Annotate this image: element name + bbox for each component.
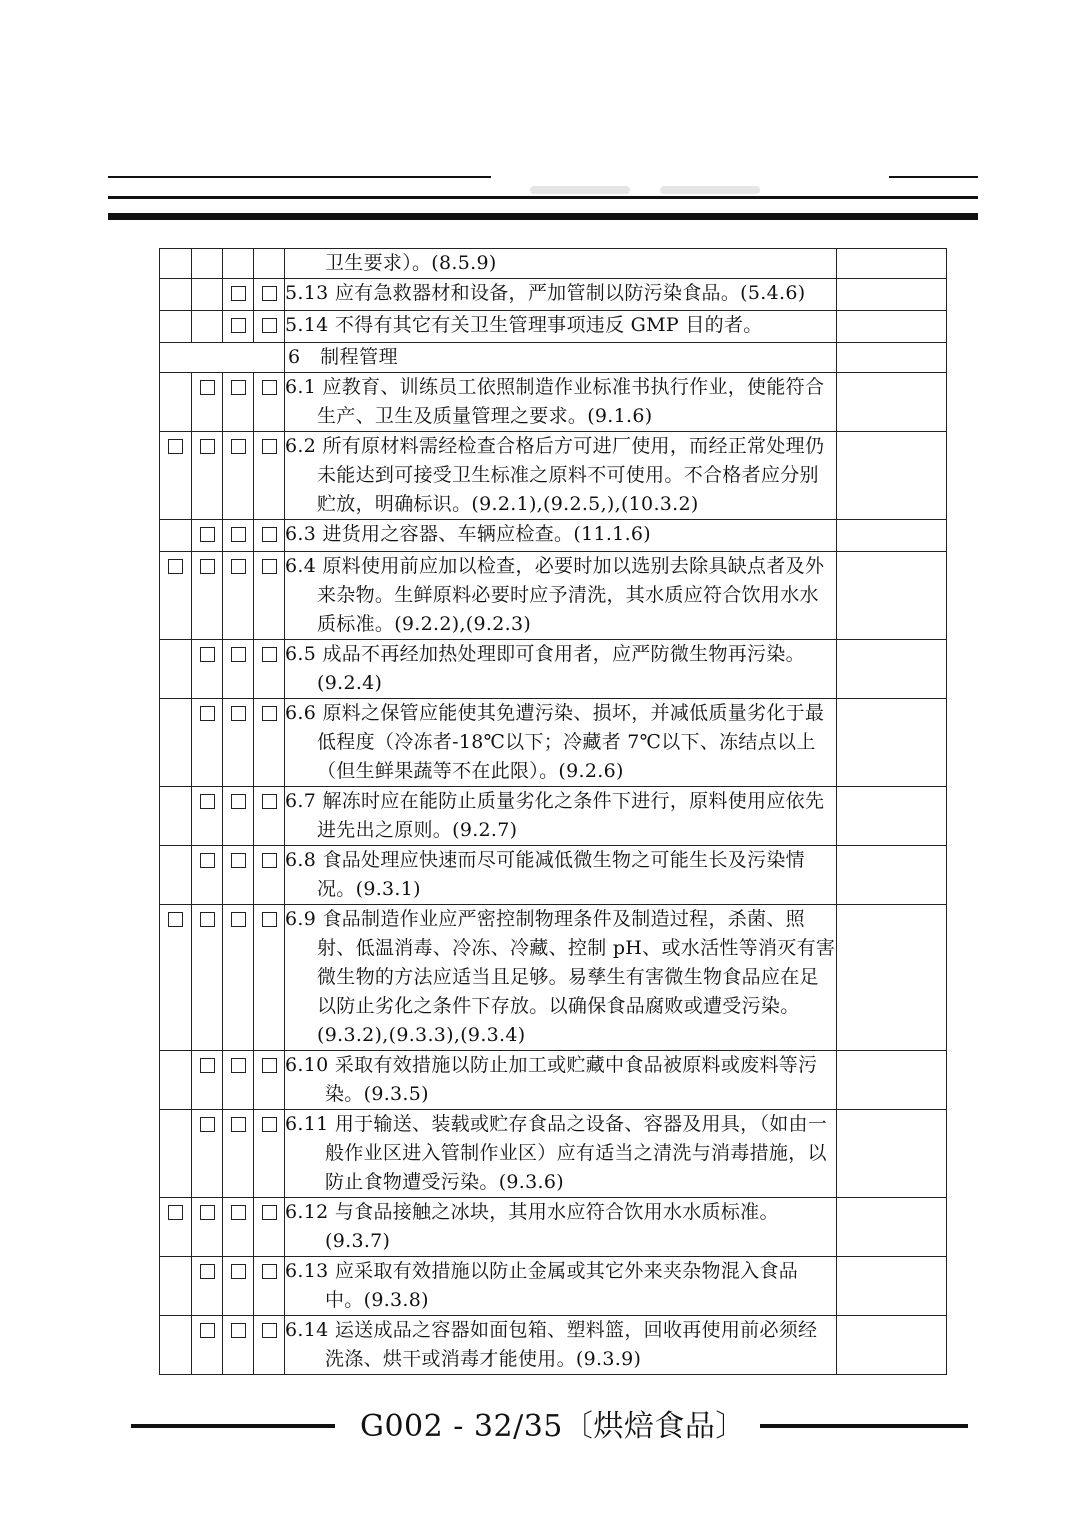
check-cell	[223, 552, 254, 640]
item-text-cell	[285, 279, 837, 311]
item-text: 6.2 所有原材料需经检查合格后方可进厂使用，而经正常处理仍未能达到可接受卫生标准之原料不可使用。不合格者应分别贮放，明确标识。(9.2.1),(9.2.5,),(10.3.2)	[285, 435, 825, 515]
header-scan-smudge	[530, 186, 630, 194]
checkbox[interactable]	[262, 706, 277, 721]
check-cell	[223, 905, 254, 1051]
remarks-cell	[837, 1051, 947, 1110]
item-text-cell	[285, 1051, 837, 1110]
checkbox[interactable]	[231, 706, 246, 721]
remarks-cell	[837, 846, 947, 905]
check-cell	[192, 1316, 223, 1375]
checkbox[interactable]	[200, 853, 215, 868]
checkbox[interactable]	[231, 1058, 246, 1073]
check-cell	[160, 311, 192, 343]
item-text: 6.8 食品处理应快速而尽可能减低微生物之可能生长及污染情况。(9.3.1)	[285, 849, 805, 900]
check-cell	[192, 373, 223, 432]
checkbox[interactable]	[231, 286, 246, 301]
check-cell	[223, 1257, 254, 1316]
item-text: 6.11 用于输送、装载或贮存食品之设备、容器及用具，（如由一般作业区进入管制作业区）应有适当之清洗与消毒措施，以防止食物遭受污染。(9.3.6)	[285, 1113, 828, 1193]
footer-rule-left	[131, 1424, 335, 1428]
checkbox[interactable]	[262, 439, 277, 454]
item-text-cell	[285, 432, 837, 520]
check-cell	[192, 311, 223, 343]
header-rule-top-right	[889, 176, 978, 178]
check-cell	[254, 699, 285, 787]
checkbox[interactable]	[231, 1323, 246, 1338]
checklist-row	[160, 640, 947, 699]
checkbox[interactable]	[231, 1205, 246, 1220]
checklist-row	[160, 432, 947, 520]
check-cell	[192, 1110, 223, 1198]
checkbox[interactable]	[231, 853, 246, 868]
remarks-cell	[837, 343, 947, 373]
checkbox[interactable]	[262, 380, 277, 395]
check-cell	[223, 279, 254, 311]
item-text: 5.13 应有急救器材和设备，严加管制以防污染食品。(5.4.6)	[285, 282, 806, 304]
checkbox[interactable]	[200, 794, 215, 809]
check-cell	[160, 846, 192, 905]
check-cell	[192, 249, 223, 279]
header-rule-thin	[108, 196, 978, 199]
checkbox[interactable]	[262, 527, 277, 542]
checkbox[interactable]	[231, 1117, 246, 1132]
section-title: 6 制程管理	[288, 346, 399, 368]
check-cell	[223, 787, 254, 846]
checkbox[interactable]	[200, 1117, 215, 1132]
checkbox[interactable]	[262, 912, 277, 927]
checkbox[interactable]	[200, 1205, 215, 1220]
check-cell	[254, 640, 285, 699]
checkbox[interactable]	[200, 647, 215, 662]
check-cell	[254, 311, 285, 343]
item-text: 6.4 原料使用前应加以检查，必要时加以选别去除具缺点者及外来杂物。生鲜原料必要时应予清洗，其水质应符合饮用水水质标准。(9.2.2),(9.2.3)	[285, 555, 825, 635]
item-text-cell	[285, 552, 837, 640]
checklist-row	[160, 249, 947, 279]
check-cell	[254, 1110, 285, 1198]
remarks-cell	[837, 640, 947, 699]
checkbox[interactable]	[231, 912, 246, 927]
item-text-cell	[285, 343, 837, 373]
item-text-cell	[285, 373, 837, 432]
item-text: 6.13 应采取有效措施以防止金属或其它外来夹杂物混入食品中。(9.3.8)	[285, 1260, 799, 1311]
check-cell	[160, 249, 192, 279]
remarks-cell	[837, 249, 947, 279]
checkbox[interactable]	[200, 439, 215, 454]
item-text-cell	[285, 1110, 837, 1198]
check-cell	[192, 640, 223, 699]
check-cell	[223, 846, 254, 905]
remarks-cell	[837, 905, 947, 1051]
header-rule-top-left	[108, 176, 491, 178]
item-text-cell	[285, 1257, 837, 1316]
checkbox[interactable]	[231, 794, 246, 809]
check-cell	[254, 905, 285, 1051]
checklist-row	[160, 279, 947, 311]
check-cell	[192, 279, 223, 311]
check-cell	[223, 1051, 254, 1110]
check-cell	[160, 1051, 192, 1110]
item-text: 6.12 与食品接触之冰块，其用水应符合饮用水水质标准。(9.3.7)	[285, 1201, 779, 1252]
check-cell	[192, 1051, 223, 1110]
check-cell	[160, 432, 192, 520]
footer-rule-right	[760, 1424, 968, 1428]
remarks-cell	[837, 311, 947, 343]
item-text: 6.14 运送成品之容器如面包箱、塑料篮，回收再使用前必须经洗涤、烘干或消毒才能使用。(9.3.9)	[285, 1319, 818, 1370]
check-cell	[160, 1257, 192, 1316]
check-cell	[223, 249, 254, 279]
checklist-table	[159, 248, 947, 1375]
checkbox[interactable]	[168, 439, 183, 454]
checkbox[interactable]	[168, 912, 183, 927]
checkbox[interactable]	[200, 380, 215, 395]
check-cell	[160, 552, 192, 640]
remarks-cell	[837, 699, 947, 787]
item-text-cell	[285, 699, 837, 787]
remarks-cell	[837, 1316, 947, 1375]
checkbox[interactable]	[231, 1264, 246, 1279]
check-cell	[223, 432, 254, 520]
check-cell	[160, 699, 192, 787]
item-text-cell	[285, 640, 837, 699]
checkbox[interactable]	[200, 1323, 215, 1338]
check-cell	[160, 787, 192, 846]
checkbox[interactable]	[262, 1205, 277, 1220]
check-cell	[223, 520, 254, 552]
remarks-cell	[837, 279, 947, 311]
checkbox[interactable]	[231, 559, 246, 574]
check-cell	[192, 846, 223, 905]
check-cell	[160, 279, 192, 311]
checkbox[interactable]	[262, 647, 277, 662]
checkbox[interactable]	[262, 1323, 277, 1338]
item-text-cell	[285, 249, 837, 279]
item-text-cell	[285, 787, 837, 846]
checklist-row	[160, 1051, 947, 1110]
checkbox[interactable]	[231, 439, 246, 454]
check-cell	[160, 520, 192, 552]
checkbox[interactable]	[262, 1264, 277, 1279]
checklist-row	[160, 311, 947, 343]
checklist-row	[160, 1110, 947, 1198]
item-text-cell	[285, 1316, 837, 1375]
remarks-cell	[837, 1257, 947, 1316]
item-text: 6.5 成品不再经加热处理即可食用者，应严防微生物再污染。(9.2.4)	[285, 643, 805, 694]
checkbox[interactable]	[231, 318, 246, 333]
check-cell	[254, 432, 285, 520]
checklist-row	[160, 552, 947, 640]
checklist-row	[160, 905, 947, 1051]
remarks-cell	[837, 552, 947, 640]
checkbox[interactable]	[200, 559, 215, 574]
item-text: 6.10 采取有效措施以防止加工或贮藏中食品被原料或废料等污染。(9.3.5)	[285, 1054, 818, 1105]
checkbox[interactable]	[262, 1117, 277, 1132]
remarks-cell	[837, 432, 947, 520]
check-cell	[160, 640, 192, 699]
item-text-cell	[285, 311, 837, 343]
checklist-row	[160, 1316, 947, 1375]
checkbox[interactable]	[231, 647, 246, 662]
check-cell	[223, 1198, 254, 1257]
item-text: 6.6 原料之保管应能使其免遭污染、损坏，并减低质量劣化于最低程度（冷冻者-18℃以下；冷藏者 7℃以下、冻结点以上（但生鲜果蔬等不在此限）。(9.2.6)	[285, 702, 825, 782]
item-text-cell	[285, 846, 837, 905]
checklist-row	[160, 1198, 947, 1257]
checkbox[interactable]	[168, 1205, 183, 1220]
item-text: 卫生要求）。(8.5.9)	[325, 252, 497, 274]
checkbox[interactable]	[200, 1264, 215, 1279]
item-text: 6.9 食品制造作业应严密控制物理条件及制造过程，杀菌、照射、低温消毒、冷冻、冷藏、控制 pH、或水活性等消灭有害微生物的方法应适当且足够。易孳生有害微生物食品应在足以防止劣化之条件下存放。以确保食品腐败或遭受污染。(9.3.2),(9.3.3),(9.3.4)	[285, 908, 836, 1046]
checkbox[interactable]	[200, 706, 215, 721]
section-header-row	[160, 343, 947, 373]
checklist-row	[160, 520, 947, 552]
checkbox[interactable]	[262, 1058, 277, 1073]
check-cell	[192, 905, 223, 1051]
item-text-cell	[285, 905, 837, 1051]
remarks-cell	[837, 787, 947, 846]
check-cell	[254, 520, 285, 552]
check-cell	[223, 640, 254, 699]
item-text: 6.1 应教育、训练员工依照制造作业标准书执行作业，使能符合生产、卫生及质量管理之要求。(9.1.6)	[285, 376, 825, 427]
item-text: 5.14 不得有其它有关卫生管理事项违反 GMP 目的者。	[285, 314, 763, 336]
check-cell	[192, 1257, 223, 1316]
checkbox[interactable]	[231, 527, 246, 542]
check-cell	[160, 373, 192, 432]
checklist-body	[160, 249, 947, 1375]
item-text-cell	[285, 1198, 837, 1257]
check-cell	[223, 1316, 254, 1375]
remarks-cell	[837, 1198, 947, 1257]
checkbox[interactable]	[168, 559, 183, 574]
check-cell	[254, 1257, 285, 1316]
check-cell	[160, 905, 192, 1051]
header-scan-smudge	[660, 186, 760, 194]
check-cell	[192, 1198, 223, 1257]
check-cell	[254, 552, 285, 640]
check-cell	[160, 1316, 192, 1375]
checkbox[interactable]	[262, 853, 277, 868]
checkbox[interactable]	[262, 318, 277, 333]
checkbox[interactable]	[231, 380, 246, 395]
header-rule-thick	[108, 213, 978, 220]
item-text: 6.7 解冻时应在能防止质量劣化之条件下进行，原料使用应依先进先出之原则。(9.2.7)	[285, 790, 825, 841]
checkbox[interactable]	[200, 1058, 215, 1073]
check-cell	[254, 279, 285, 311]
checklist-row	[160, 699, 947, 787]
remarks-cell	[837, 373, 947, 432]
item-text: 6.3 进货用之容器、车辆应检查。(11.1.6)	[285, 523, 652, 545]
checklist-row	[160, 846, 947, 905]
check-cell	[223, 699, 254, 787]
check-cell	[254, 1051, 285, 1110]
section-blank-cells	[160, 343, 285, 373]
checklist-row	[160, 373, 947, 432]
checkbox[interactable]	[200, 912, 215, 927]
check-cell	[254, 373, 285, 432]
check-cell	[254, 249, 285, 279]
checkbox[interactable]	[262, 559, 277, 574]
item-text-cell	[285, 520, 837, 552]
check-cell	[192, 552, 223, 640]
footer-page-label: G002 - 32/35〔烘焙食品〕	[360, 1409, 746, 1444]
remarks-cell	[837, 1110, 947, 1198]
check-cell	[254, 1198, 285, 1257]
check-cell	[192, 432, 223, 520]
check-cell	[192, 787, 223, 846]
checklist-row	[160, 1257, 947, 1316]
checklist-row	[160, 787, 947, 846]
checkbox[interactable]	[262, 794, 277, 809]
check-cell	[254, 1316, 285, 1375]
check-cell	[254, 787, 285, 846]
check-cell	[192, 520, 223, 552]
checkbox[interactable]	[200, 527, 215, 542]
check-cell	[192, 699, 223, 787]
checkbox[interactable]	[262, 286, 277, 301]
check-cell	[223, 373, 254, 432]
remarks-cell	[837, 520, 947, 552]
check-cell	[254, 846, 285, 905]
check-cell	[223, 311, 254, 343]
check-cell	[160, 1198, 192, 1257]
check-cell	[223, 1110, 254, 1198]
check-cell	[160, 1110, 192, 1198]
